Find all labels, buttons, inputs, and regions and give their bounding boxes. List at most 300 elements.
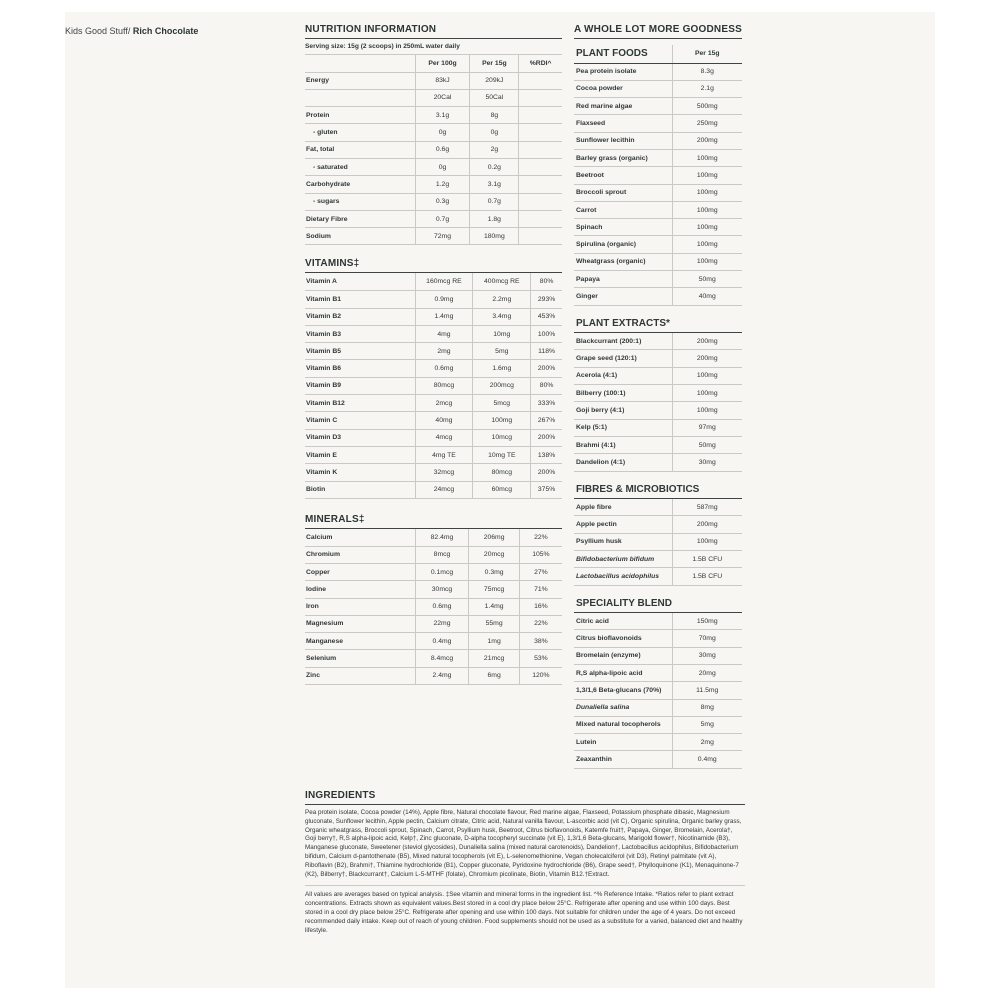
speciality-row bbox=[574, 682, 742, 699]
plant_foods-label: Cocoa powder bbox=[574, 80, 672, 97]
vitamins-row bbox=[305, 446, 562, 463]
nutrition-label: Carbohydrate bbox=[305, 176, 415, 193]
speciality-value: 150mg bbox=[672, 613, 742, 630]
minerals-label: Manganese bbox=[305, 633, 415, 650]
vitamins-value: 2mcg bbox=[415, 395, 473, 412]
vitamins-row bbox=[305, 325, 562, 342]
minerals-label: Chromium bbox=[305, 546, 415, 563]
nutrition-label: Sodium bbox=[305, 228, 415, 245]
plant_foods-row bbox=[574, 167, 742, 184]
plant_foods-label: Broccoli sprout bbox=[574, 184, 672, 201]
nutrition-value: 2g bbox=[470, 141, 519, 158]
vitamins-label: Biotin bbox=[305, 481, 415, 498]
speciality-value: 20mg bbox=[672, 664, 742, 681]
plant_extracts-value: 30mg bbox=[672, 454, 742, 471]
nutrition-row bbox=[305, 210, 562, 227]
minerals-value: 71% bbox=[519, 581, 562, 598]
nutrition-label: - sugars bbox=[305, 193, 415, 210]
vitamins-row bbox=[305, 308, 562, 325]
minerals-body bbox=[305, 529, 562, 685]
vitamins-label: Vitamin B12 bbox=[305, 395, 415, 412]
vitamins-row bbox=[305, 360, 562, 377]
plant-foods-heading: PLANT FOODS bbox=[574, 45, 672, 63]
fibres-label: Apple fibre bbox=[574, 499, 672, 516]
nutrition-value: 0.6g bbox=[415, 141, 470, 158]
minerals-value: 120% bbox=[519, 667, 562, 684]
nutrition-value bbox=[519, 228, 562, 245]
nutrition-label: - saturated bbox=[305, 158, 415, 175]
fibres-label: Bifidobacterium bifidum bbox=[574, 550, 672, 567]
plant_extracts-value: 97mg bbox=[672, 419, 742, 436]
speciality-body bbox=[574, 595, 742, 769]
vitamins-row bbox=[305, 291, 562, 308]
speciality-label: Zeaxanthin bbox=[574, 751, 672, 768]
minerals-heading: MINERALS‡ bbox=[305, 514, 562, 529]
minerals-label: Selenium bbox=[305, 650, 415, 667]
vitamins-row bbox=[305, 412, 562, 429]
nutrition-value bbox=[519, 193, 562, 210]
nutrition-label: Energy bbox=[305, 72, 415, 89]
vitamins-value: 200% bbox=[531, 464, 562, 481]
minerals-value: 82.4mg bbox=[415, 529, 469, 546]
nutrition-value: 3.1g bbox=[415, 107, 470, 124]
fibres-row bbox=[574, 550, 742, 567]
minerals-row bbox=[305, 563, 562, 580]
speciality-value: 5mg bbox=[672, 716, 742, 733]
minerals-value: 53% bbox=[519, 650, 562, 667]
plant_foods-value: 100mg bbox=[672, 149, 742, 166]
plant_foods-label: Carrot bbox=[574, 201, 672, 218]
vitamins-value: 160mcg RE bbox=[415, 273, 473, 290]
nutrition-header-row bbox=[305, 55, 562, 72]
plant_foods-row bbox=[574, 236, 742, 253]
fibres-row bbox=[574, 533, 742, 550]
plant_foods-label: Pea protein isolate bbox=[574, 63, 672, 80]
plant_extracts-label: Bilberry (100:1) bbox=[574, 385, 672, 402]
vitamins-label: Vitamin B3 bbox=[305, 325, 415, 342]
plant_foods-row bbox=[574, 149, 742, 166]
minerals-label: Copper bbox=[305, 563, 415, 580]
brand-name: Kids Good Stuff/ bbox=[65, 26, 131, 36]
minerals-row bbox=[305, 598, 562, 615]
minerals-row bbox=[305, 667, 562, 684]
nutrition-row bbox=[305, 141, 562, 158]
vitamins-label: Vitamin A bbox=[305, 273, 415, 290]
plant-foods-body bbox=[574, 45, 742, 305]
vitamins-value: 100mg bbox=[473, 412, 531, 429]
nutrition-row bbox=[305, 176, 562, 193]
vitamins-value: 80% bbox=[531, 273, 562, 290]
plant_foods-row bbox=[574, 219, 742, 236]
fibres-label: Apple pectin bbox=[574, 516, 672, 533]
minerals-value: 38% bbox=[519, 633, 562, 650]
speciality-label: Dunaliella salina bbox=[574, 699, 672, 716]
minerals-label: Calcium bbox=[305, 529, 415, 546]
vitamins-row bbox=[305, 464, 562, 481]
minerals-value: 20mcg bbox=[469, 546, 519, 563]
vitamins-value: 453% bbox=[531, 308, 562, 325]
plant_extracts-label: Brahmi (4:1) bbox=[574, 436, 672, 453]
fibres-value: 587mg bbox=[672, 499, 742, 516]
vitamins-value: 80% bbox=[531, 377, 562, 394]
nutrition-value bbox=[519, 107, 562, 124]
vitamins-value: 0.9mg bbox=[415, 291, 473, 308]
fibres-table bbox=[574, 481, 742, 586]
plant_foods-value: 250mg bbox=[672, 115, 742, 132]
speciality-label: Citrus bioflavonoids bbox=[574, 630, 672, 647]
minerals-value: 206mg bbox=[469, 529, 519, 546]
plant_foods-label: Wheatgrass (organic) bbox=[574, 253, 672, 270]
speciality-value: 8mg bbox=[672, 699, 742, 716]
vitamins-row bbox=[305, 429, 562, 446]
nutrition-row bbox=[305, 158, 562, 175]
plant-foods-table bbox=[574, 45, 742, 306]
vitamins-value: 200% bbox=[531, 429, 562, 446]
plant_foods-label: Red marine algae bbox=[574, 98, 672, 115]
nutrition-value bbox=[519, 176, 562, 193]
speciality-value: 0.4mg bbox=[672, 751, 742, 768]
speciality-value: 2mg bbox=[672, 734, 742, 751]
vitamins-value: 333% bbox=[531, 395, 562, 412]
ingredients-section bbox=[305, 790, 745, 935]
vitamins-value: 40mg bbox=[415, 412, 473, 429]
nutrition-value bbox=[519, 158, 562, 175]
plant_foods-value: 100mg bbox=[672, 184, 742, 201]
vitamins-value: 118% bbox=[531, 343, 562, 360]
vitamins-body bbox=[305, 273, 562, 498]
vitamins-label: Vitamin E bbox=[305, 446, 415, 463]
nutrition-row bbox=[305, 193, 562, 210]
minerals-row bbox=[305, 650, 562, 667]
plant_extracts-row bbox=[574, 367, 742, 384]
vitamins-value: 80mcg bbox=[415, 377, 473, 394]
vitamins-value: 200% bbox=[531, 360, 562, 377]
nutrition-label: Protein bbox=[305, 107, 415, 124]
speciality-value: 11.5mg bbox=[672, 682, 742, 699]
plant_foods-value: 100mg bbox=[672, 236, 742, 253]
vitamins-value: 4mcg bbox=[415, 429, 473, 446]
vitamins-label: Vitamin C bbox=[305, 412, 415, 429]
speciality-label: Mixed natural tocopherols bbox=[574, 716, 672, 733]
plant-foods-col: Per 15g bbox=[672, 45, 742, 63]
minerals-value: 2.4mg bbox=[415, 667, 469, 684]
vitamins-value: 1.4mg bbox=[415, 308, 473, 325]
plant_foods-row bbox=[574, 63, 742, 80]
minerals-value: 21mcg bbox=[469, 650, 519, 667]
vitamins-label: Vitamin D3 bbox=[305, 429, 415, 446]
fibres-value: 1.5B CFU bbox=[672, 550, 742, 567]
speciality-value: 30mg bbox=[672, 647, 742, 664]
nutrition-value: 209kJ bbox=[470, 72, 519, 89]
speciality-row bbox=[574, 647, 742, 664]
plant_extracts-label: Dandelion (4:1) bbox=[574, 454, 672, 471]
plant_foods-label: Spirulina (organic) bbox=[574, 236, 672, 253]
vitamins-value: 10mg bbox=[473, 325, 531, 342]
plant_foods-row bbox=[574, 80, 742, 97]
plant_foods-label: Sunflower lecithin bbox=[574, 132, 672, 149]
vitamins-value: 2mg bbox=[415, 343, 473, 360]
nutrition-value: 72mg bbox=[415, 228, 470, 245]
vitamins-value: 138% bbox=[531, 446, 562, 463]
fibres-row bbox=[574, 499, 742, 516]
vitamins-value: 5mg bbox=[473, 343, 531, 360]
nutrition-value: 180mg bbox=[470, 228, 519, 245]
plant-extracts-header bbox=[574, 315, 742, 333]
plant_foods-row bbox=[574, 98, 742, 115]
minerals-value: 22% bbox=[519, 529, 562, 546]
vitamins-label: Vitamin B6 bbox=[305, 360, 415, 377]
speciality-label: Bromelain (enzyme) bbox=[574, 647, 672, 664]
plant_extracts-row bbox=[574, 402, 742, 419]
footnote-text: All values are averages based on typical analysis. ‡See vitamin and mineral forms in the ingredient list. ^% Reference Intake. *Ratios refer to plant extract concentrations. Extracts shown as equivalent values.Best stored in a cool dry place below 25°C. Refrigerate after opening and use within 100 days. Best stored in a cool dry place below 25°C. Refrigerate after opening and use within 100 days. Not suitable for children under the age of 4 years. Do not exceed recommended daily intake. Keep out of reach of young children. Food supplements should not be used as a substitute for a varied, balanced diet and healthy lifestyle. bbox=[305, 891, 743, 934]
fibres-value: 200mg bbox=[672, 516, 742, 533]
minerals-value: 0.6mg bbox=[415, 598, 469, 615]
minerals-value: 105% bbox=[519, 546, 562, 563]
nutrition-value: 0.3g bbox=[415, 193, 470, 210]
vitamins-value: 400mcg RE bbox=[473, 273, 531, 290]
plant_foods-row bbox=[574, 288, 742, 305]
plant_foods-label: Ginger bbox=[574, 288, 672, 305]
plant_foods-value: 500mg bbox=[672, 98, 742, 115]
plant_foods-value: 8.3g bbox=[672, 63, 742, 80]
plant_foods-label: Barley grass (organic) bbox=[574, 149, 672, 166]
plant_extracts-label: Goji berry (4:1) bbox=[574, 402, 672, 419]
plant_extracts-row bbox=[574, 350, 742, 367]
fibres-row bbox=[574, 568, 742, 585]
minerals-label: Zinc bbox=[305, 667, 415, 684]
plant_foods-label: Beetroot bbox=[574, 167, 672, 184]
fibres-value: 100mg bbox=[672, 533, 742, 550]
speciality-row bbox=[574, 664, 742, 681]
vitamins-row bbox=[305, 273, 562, 290]
speciality-row bbox=[574, 613, 742, 630]
nutrition-row bbox=[305, 124, 562, 141]
nutrition-value: 0.2g bbox=[470, 158, 519, 175]
minerals-label: Iron bbox=[305, 598, 415, 615]
minerals-row bbox=[305, 633, 562, 650]
minerals-row bbox=[305, 546, 562, 563]
plant_foods-value: 100mg bbox=[672, 253, 742, 270]
vitamins-value: 80mcg bbox=[473, 464, 531, 481]
plant-extracts-body bbox=[574, 315, 742, 471]
vitamins-value: 3.4mg bbox=[473, 308, 531, 325]
fibres-row bbox=[574, 516, 742, 533]
nutrition-value: 0.7g bbox=[470, 193, 519, 210]
blank-header bbox=[305, 55, 415, 72]
ingredients-text: Pea protein isolate, Cocoa powder (14%), Apple fibre, Natural chocolate flavour, Red marine algae, Flaxseed, Potassium phosphate dibasic, Magnesium gluconate, Sunflower lecithin, Apple pectin, Calcium citrate, Citric acid, Natural vanilla flavour, L-ascorbic acid (vit C), Organic spirulina, Organic barley grass, Organic wheatgrass, Broccoli sprout, Spinach, Carrot, Psyllium husk, Beetroot, Citrus bioflavonoids, Katemfe fruit†, Papaya, Ginger, Bromelain, Acerola†, Goji berry†, R,S alpha-lipoic acid, Kelp†, Zinc gluconate, D-alpha tocopheryl succinate (vit E), 1,3/1,6 Beta-glucans, Marigold flower†, Nicotinamide (B3), Manganese gluconate, Sweetener (steviol glycosides), Dunaliella salina (mixed natural carotenoids), Dandelion†, Lactobacillus acidophilus, Bifidobacterium bifidum, Calcium d-pantothenate (B5), Mixed natural tocopherols (vit E), L-selenomethionine, Vegan cholecalciferol (vit D3), Retinyl palmitate (vit A), Riboflavin (B2), Brahmi†, Thiamine hydrochloride (B1), Copper gluconate, Pyridoxine hydrochloride (B6), Grape seed†, Phylloquinone (K1), Menaquinone-7 (K2), Bilberry†, Blackcurrant†, Calcium L-5-MTHF (folate), Chromium picolinate, Biotin, Vitamin B12.†Extract. bbox=[305, 809, 745, 886]
speciality-row bbox=[574, 734, 742, 751]
nutrition-row bbox=[305, 72, 562, 89]
minerals-value: 0.1mcg bbox=[415, 563, 469, 580]
plant_extracts-row bbox=[574, 436, 742, 453]
nutrition-value: 1.8g bbox=[470, 210, 519, 227]
vitamins-value: 4mg bbox=[415, 325, 473, 342]
product-flavour: Rich Chocolate bbox=[132, 26, 199, 36]
plant_foods-row bbox=[574, 132, 742, 149]
minerals-value: 27% bbox=[519, 563, 562, 580]
nutrition-label: - gluten bbox=[305, 124, 415, 141]
vitamins-value: 1.6mg bbox=[473, 360, 531, 377]
minerals-value: 22% bbox=[519, 615, 562, 632]
plant_extracts-label: Kelp (5:1) bbox=[574, 419, 672, 436]
vitamins-value: 32mcg bbox=[415, 464, 473, 481]
vitamins-row bbox=[305, 377, 562, 394]
minerals-value: 0.3mg bbox=[469, 563, 519, 580]
minerals-value: 75mcg bbox=[469, 581, 519, 598]
minerals-value: 8mcg bbox=[415, 546, 469, 563]
speciality-row bbox=[574, 751, 742, 768]
plant_extracts-row bbox=[574, 385, 742, 402]
nutrition-value bbox=[519, 89, 562, 106]
nutrition-value: 0.7g bbox=[415, 210, 470, 227]
nutrition-value: 0g bbox=[415, 124, 470, 141]
nutrition-value: 20Cal bbox=[415, 89, 470, 106]
plant_extracts-label: Grape seed (120:1) bbox=[574, 350, 672, 367]
minerals-value: 1.4mg bbox=[469, 598, 519, 615]
plant-extracts-table bbox=[574, 315, 742, 472]
plant_foods-value: 200mg bbox=[672, 132, 742, 149]
vitamins-value: 375% bbox=[531, 481, 562, 498]
plant_foods-value: 100mg bbox=[672, 167, 742, 184]
right-column bbox=[574, 24, 742, 769]
serving-size: Serving size: 15g (2 scoops) in 250mL water daily bbox=[305, 39, 562, 55]
vitamins-row bbox=[305, 481, 562, 498]
fibres-value: 1.5B CFU bbox=[672, 568, 742, 585]
nutrition-value: 0g bbox=[415, 158, 470, 175]
fibres-label: Lactobacillus acidophilus bbox=[574, 568, 672, 585]
minerals-value: 1mg bbox=[469, 633, 519, 650]
plant_foods-row bbox=[574, 115, 742, 132]
speciality-table bbox=[574, 595, 742, 769]
col-per-15g: Per 15g bbox=[470, 55, 519, 72]
ingredients-heading: INGREDIENTS bbox=[305, 790, 745, 805]
plant_foods-value: 100mg bbox=[672, 219, 742, 236]
vitamins-row bbox=[305, 395, 562, 412]
minerals-value: 30mcg bbox=[415, 581, 469, 598]
speciality-heading: SPECIALITY BLEND bbox=[574, 595, 742, 613]
vitamins-value: 4mg TE bbox=[415, 446, 473, 463]
nutrition-label: Dietary Fibre bbox=[305, 210, 415, 227]
nutrition-body bbox=[305, 72, 562, 245]
fibres-header bbox=[574, 481, 742, 499]
speciality-label: 1,3/1,6 Beta-glucans (70%) bbox=[574, 682, 672, 699]
fibres-body bbox=[574, 481, 742, 585]
speciality-header bbox=[574, 595, 742, 613]
vitamins-table bbox=[305, 273, 562, 498]
vitamins-value: 60mcg bbox=[473, 481, 531, 498]
vitamins-value: 2.2mg bbox=[473, 291, 531, 308]
nutrition-label bbox=[305, 89, 415, 106]
plant_extracts-label: Acerola (4:1) bbox=[574, 367, 672, 384]
vitamins-value: 5mcg bbox=[473, 395, 531, 412]
plant_extracts-value: 200mg bbox=[672, 333, 742, 350]
plant_foods-label: Papaya bbox=[574, 271, 672, 288]
product-title bbox=[65, 26, 198, 36]
minerals-value: 0.4mg bbox=[415, 633, 469, 650]
vitamins-label: Vitamin B1 bbox=[305, 291, 415, 308]
vitamins-value: 267% bbox=[531, 412, 562, 429]
speciality-label: R,S alpha-lipoic acid bbox=[574, 664, 672, 681]
vitamins-heading: VITAMINS‡ bbox=[305, 258, 562, 273]
col-per-100g: Per 100g bbox=[415, 55, 470, 72]
vitamins-label: Vitamin K bbox=[305, 464, 415, 481]
nutrition-row bbox=[305, 89, 562, 106]
nutrition-heading: NUTRITION INFORMATION bbox=[305, 24, 562, 39]
plant-foods-header bbox=[574, 45, 742, 63]
plant-extracts-heading: PLANT EXTRACTS* bbox=[574, 315, 742, 333]
fibres-label: Psyllium husk bbox=[574, 533, 672, 550]
minerals-label: Iodine bbox=[305, 581, 415, 598]
plant_extracts-value: 100mg bbox=[672, 367, 742, 384]
speciality-label: Lutein bbox=[574, 734, 672, 751]
plant_foods-value: 50mg bbox=[672, 271, 742, 288]
vitamins-row bbox=[305, 343, 562, 360]
minerals-value: 8.4mcg bbox=[415, 650, 469, 667]
vitamins-value: 100% bbox=[531, 325, 562, 342]
vitamins-value: 24mcg bbox=[415, 481, 473, 498]
plant_extracts-row bbox=[574, 419, 742, 436]
vitamins-label: Vitamin B9 bbox=[305, 377, 415, 394]
vitamins-value: 0.6mg bbox=[415, 360, 473, 377]
vitamins-value: 293% bbox=[531, 291, 562, 308]
plant_foods-row bbox=[574, 271, 742, 288]
nutrition-row bbox=[305, 228, 562, 245]
plant_foods-row bbox=[574, 253, 742, 270]
speciality-value: 70mg bbox=[672, 630, 742, 647]
plant_extracts-value: 100mg bbox=[672, 402, 742, 419]
nutrition-value: 83kJ bbox=[415, 72, 470, 89]
plant_foods-row bbox=[574, 201, 742, 218]
nutrition-value: 3.1g bbox=[470, 176, 519, 193]
minerals-value: 55mg bbox=[469, 615, 519, 632]
vitamins-label: Vitamin B2 bbox=[305, 308, 415, 325]
plant_foods-value: 40mg bbox=[672, 288, 742, 305]
minerals-value: 6mg bbox=[469, 667, 519, 684]
plant_extracts-value: 200mg bbox=[672, 350, 742, 367]
speciality-row bbox=[574, 630, 742, 647]
nutrition-value: 1.2g bbox=[415, 176, 470, 193]
nutrition-value: 8g bbox=[470, 107, 519, 124]
plant_foods-row bbox=[574, 184, 742, 201]
plant_foods-label: Flaxseed bbox=[574, 115, 672, 132]
nutrition-label: Fat, total bbox=[305, 141, 415, 158]
speciality-label: Citric acid bbox=[574, 613, 672, 630]
nutrition-value bbox=[519, 124, 562, 141]
col-rdi: %RDI^ bbox=[519, 55, 562, 72]
vitamins-value: 10mg TE bbox=[473, 446, 531, 463]
vitamins-value: 200mcg bbox=[473, 377, 531, 394]
minerals-table bbox=[305, 529, 562, 685]
fibres-heading: FIBRES & MICROBIOTICS bbox=[574, 481, 742, 499]
left-column bbox=[305, 24, 562, 685]
plant_foods-label: Spinach bbox=[574, 219, 672, 236]
speciality-row bbox=[574, 699, 742, 716]
minerals-row bbox=[305, 615, 562, 632]
minerals-row bbox=[305, 581, 562, 598]
nutrition-value bbox=[519, 210, 562, 227]
speciality-row bbox=[574, 716, 742, 733]
nutrition-value: 0g bbox=[470, 124, 519, 141]
minerals-value: 16% bbox=[519, 598, 562, 615]
plant_extracts-row bbox=[574, 454, 742, 471]
vitamins-value: 10mcg bbox=[473, 429, 531, 446]
plant_extracts-value: 100mg bbox=[672, 385, 742, 402]
plant_extracts-label: Blackcurrant (200:1) bbox=[574, 333, 672, 350]
plant_extracts-value: 50mg bbox=[672, 436, 742, 453]
minerals-label: Magnesium bbox=[305, 615, 415, 632]
nutrition-row bbox=[305, 107, 562, 124]
plant_foods-value: 2.1g bbox=[672, 80, 742, 97]
